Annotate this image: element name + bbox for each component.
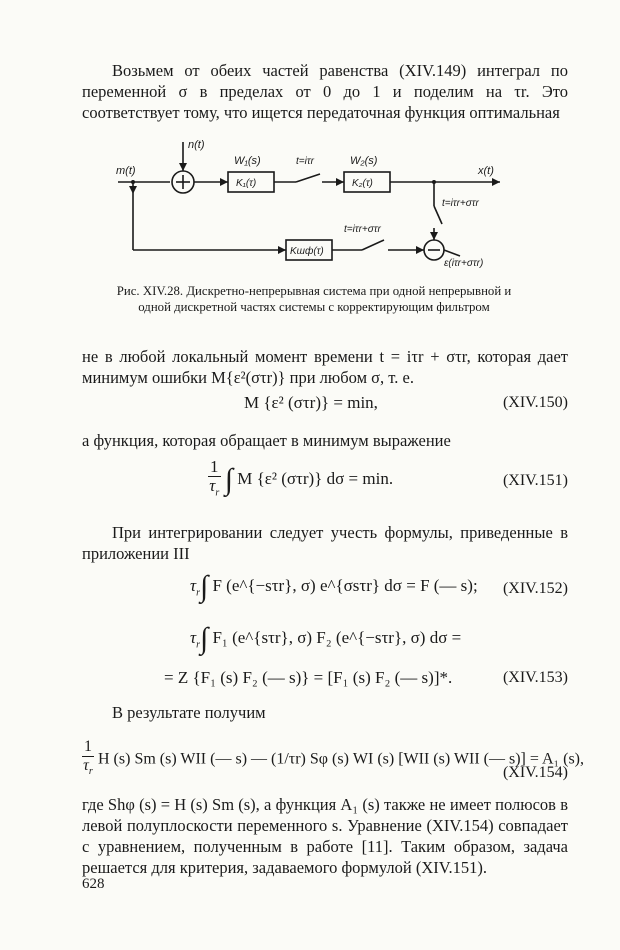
switch3-label: t=iτr+στr — [344, 224, 381, 235]
fraction-1-over-tau: $\frac{1}{\tau_r}$ — [209, 457, 220, 499]
switch2-label: t=iτr+στr — [442, 198, 479, 209]
x-output-label: x(t) — [478, 165, 494, 177]
paragraph-6: где Shφ (s) = H (s) Sm (s), а функция A₁ (s) также не имеет полюсов в левой полуплоскости переменного s. Уравнение (XIV.154) совпадает с уравнением, полученным в работе [11]. Таким образом, задача решается для критерия, задаваемого формулой (XIV.151). — [82, 795, 568, 877]
equation-153a-block: $\tau_r\int$ F₁ (e^{sτr}, σ) F₂ (e^{−sτr}, σ) dσ = — [190, 622, 462, 655]
figure-caption: Рис. XIV.28. Дискретно-непрерывная система при одной непрерывной и одной дискретной частях системы с корректирующим фильтром — [116, 284, 512, 314]
equation-150-number: (XIV.150) — [502, 394, 568, 411]
paragraph-3: а функция, которая обращает в минимум выражение — [82, 431, 451, 450]
k1-label: K₁(τ) — [236, 178, 257, 189]
equation-151-number: (XIV.151) — [502, 472, 568, 489]
k2-label: K₂(τ) — [352, 178, 373, 189]
error-label: ε(iτr+στr) — [444, 258, 484, 269]
paragraph-4: При интегрировании следует учесть формулы, приведенные в приложении III — [82, 523, 568, 563]
block-diagram — [100, 134, 530, 274]
equation-154-number: (XIV.154) — [502, 764, 568, 781]
equation-153-number: (XIV.153) — [502, 669, 568, 686]
equation-153b: = Z {F₁ (s) F₂ (— s)} = [F₁ (s) F₂ (— s)]*. — [164, 668, 453, 687]
equation-152-number: (XIV.152) — [502, 580, 568, 597]
paragraph-5: В результате получим — [112, 703, 266, 722]
n-signal-label: n(t) — [188, 139, 205, 151]
integral-sign: ∫ — [224, 463, 233, 497]
equation-153a: F₁ (e^{sτr}, σ) F₂ (e^{−sτr}, σ) dσ = — [212, 627, 462, 647]
equation-152: F (e^{−sτr}, σ) e^{σsτr} dσ = F (— s); — [212, 575, 478, 595]
equation-151-block — [208, 458, 393, 502]
equation-151: M {ε² (στr)} dσ = min. — [237, 469, 394, 489]
page-number: 628 — [82, 876, 105, 892]
equation-154: H (s) Sm (s) WII (— s) — (1/τr) Sφ (s) WI (s) [WII (s) WII (— s)] = A₁ (s), — [98, 750, 585, 768]
fraction-1-over-tau: $\frac{1}{\tau_r}$ — [83, 738, 93, 778]
w2-label: W₂(s) — [350, 155, 378, 167]
intro-paragraph: Возьмем от обеих частей равенства (XIV.149) интеграл по переменной σ в пределах от 0 до 1 и поделим на τr. Это соответствует тому, что ищется передаточная функция оптимальная — [82, 61, 568, 122]
equation-152-block: $\tau_r\int$ F (e^{−sτr}, σ) e^{σsτr} dσ = F (— s); — [190, 570, 478, 603]
switch1-label: t=iτr — [296, 156, 314, 167]
integral-sign: ∫ — [200, 570, 209, 603]
m-signal-label: m(t) — [116, 165, 136, 177]
kcf-label: Kшф(τ) — [290, 246, 324, 257]
equation-150: M {ε² (στr)} = min, — [244, 393, 378, 412]
integral-sign: ∫ — [200, 622, 209, 655]
w1-label: W₁(s) — [234, 155, 261, 167]
paragraph-2: не в любой локальный момент времени t = iτr + στr, которая дает минимум ошибки M{ε²(στr)} при любом σ, т. е. — [82, 347, 568, 387]
